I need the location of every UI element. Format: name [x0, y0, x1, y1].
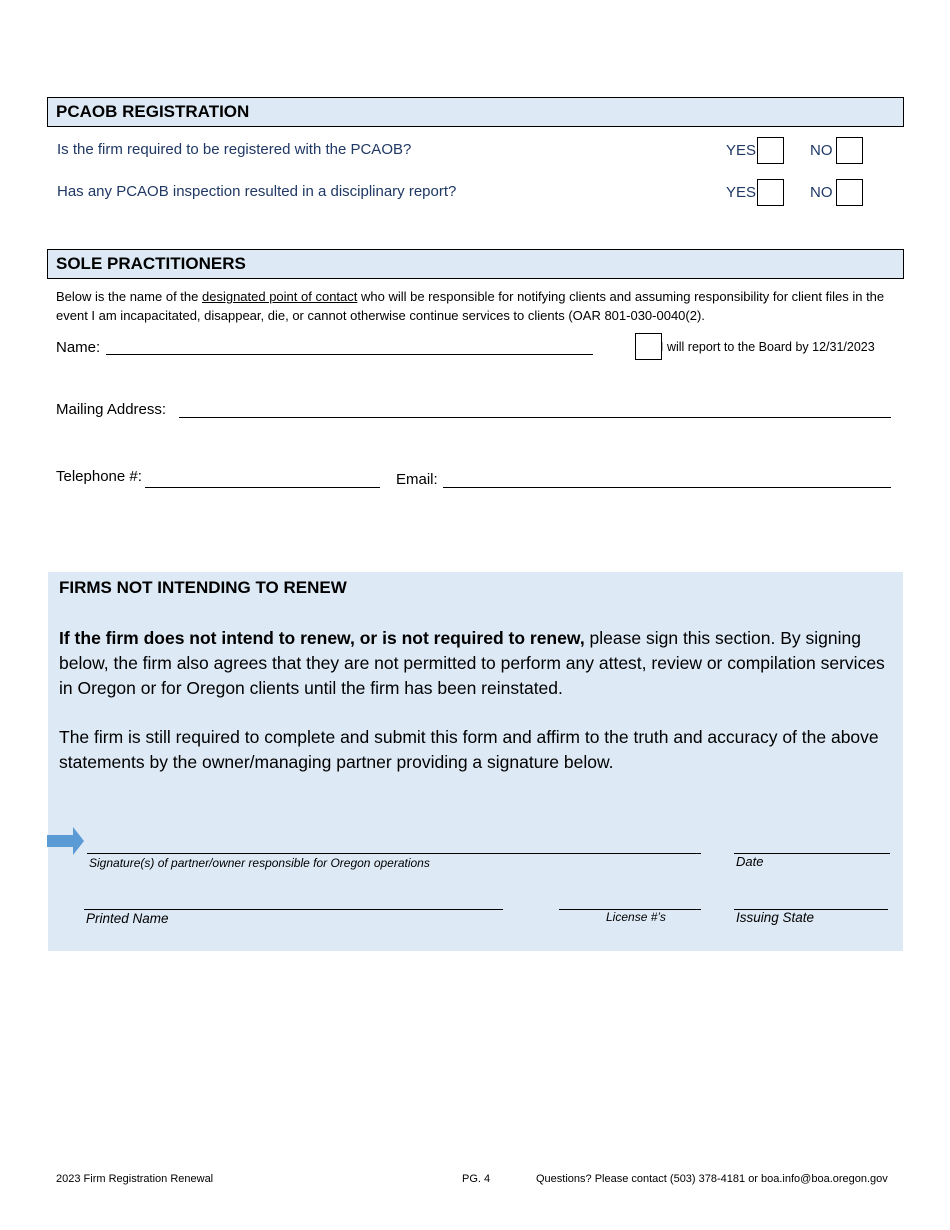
license-label: License #’s	[606, 910, 666, 924]
email-field[interactable]	[443, 487, 891, 488]
registered-yes-checkbox[interactable]	[757, 137, 784, 164]
printed-name-field[interactable]	[84, 909, 503, 910]
mailing-address-label: Mailing Address:	[56, 401, 167, 418]
not-renew-emphasis: If the firm does not intend to renew, or is not required to renew,	[59, 628, 585, 648]
pcaob-question-registered: Is the firm required to be registered with the PCAOB?	[57, 141, 412, 158]
designated-contact-term: designated point of contact	[201, 289, 358, 304]
sole-intro-text	[56, 287, 896, 325]
no-label: NO	[810, 184, 833, 201]
disciplinary-no-checkbox[interactable]	[836, 179, 863, 206]
signature-field[interactable]	[87, 853, 701, 854]
telephone-label: Telephone #:	[56, 468, 142, 485]
no-label: NO	[810, 142, 833, 159]
pcaob-section-header: PCAOB REGISTRATION	[47, 97, 904, 127]
registered-no-checkbox[interactable]	[836, 137, 863, 164]
footer-contact: Questions? Please contact (503) 378-4181 or boa.info@boa.oregon.gov	[536, 1173, 888, 1185]
footer-form-title: 2023 Firm Registration Renewal	[56, 1173, 214, 1185]
mailing-address-field[interactable]	[179, 417, 891, 418]
disciplinary-yes-checkbox[interactable]	[757, 179, 784, 206]
not-renew-header: FIRMS NOT INTENDING TO RENEW	[59, 578, 347, 597]
footer-page-number: PG. 4	[462, 1173, 491, 1185]
not-renew-paragraph-1	[59, 626, 895, 701]
yes-label: YES	[726, 184, 757, 201]
sole-practitioners-header: SOLE PRACTITIONERS	[47, 249, 904, 279]
intro-text-end: who will be responsible for notifying clients and assuming responsibility for client files in the event I am incapacitated, disappear, die, or cannot otherwise continue services to clients (OAR 801-030-0040(2).	[56, 289, 885, 323]
yes-label: YES	[726, 142, 757, 159]
issuing-state-label: Issuing State	[736, 910, 815, 925]
signature-label: Signature(s) of partner/owner responsible for Oregon operations	[89, 856, 430, 870]
pcaob-question-disciplinary: Has any PCAOB inspection resulted in a disciplinary report?	[57, 183, 457, 200]
name-label: Name:	[56, 339, 101, 356]
date-label: Date	[736, 854, 764, 869]
report-later-checkbox[interactable]	[635, 333, 662, 360]
email-label: Email:	[396, 471, 438, 488]
telephone-field[interactable]	[145, 487, 380, 488]
name-field[interactable]	[106, 354, 593, 355]
arrow-right-icon	[47, 827, 85, 855]
not-renew-paragraph-2: The firm is still required to complete and submit this form and affirm to the truth and accuracy of the above statements by the owner/managing partner providing a signature below.	[59, 727, 879, 772]
report-later-label: I will report to the Board by 12/31/2023	[660, 340, 875, 354]
printed-name-label: Printed Name	[86, 911, 169, 926]
intro-text-start: Below is the name of the	[56, 289, 202, 304]
not-renew-paragraph-1-rest: please sign this section. By signing below, the firm also agrees that they are not permitted to perform any attest, review or compilation services in Oregon or for Oregon clients until the firm has been reinstated.	[59, 628, 885, 698]
